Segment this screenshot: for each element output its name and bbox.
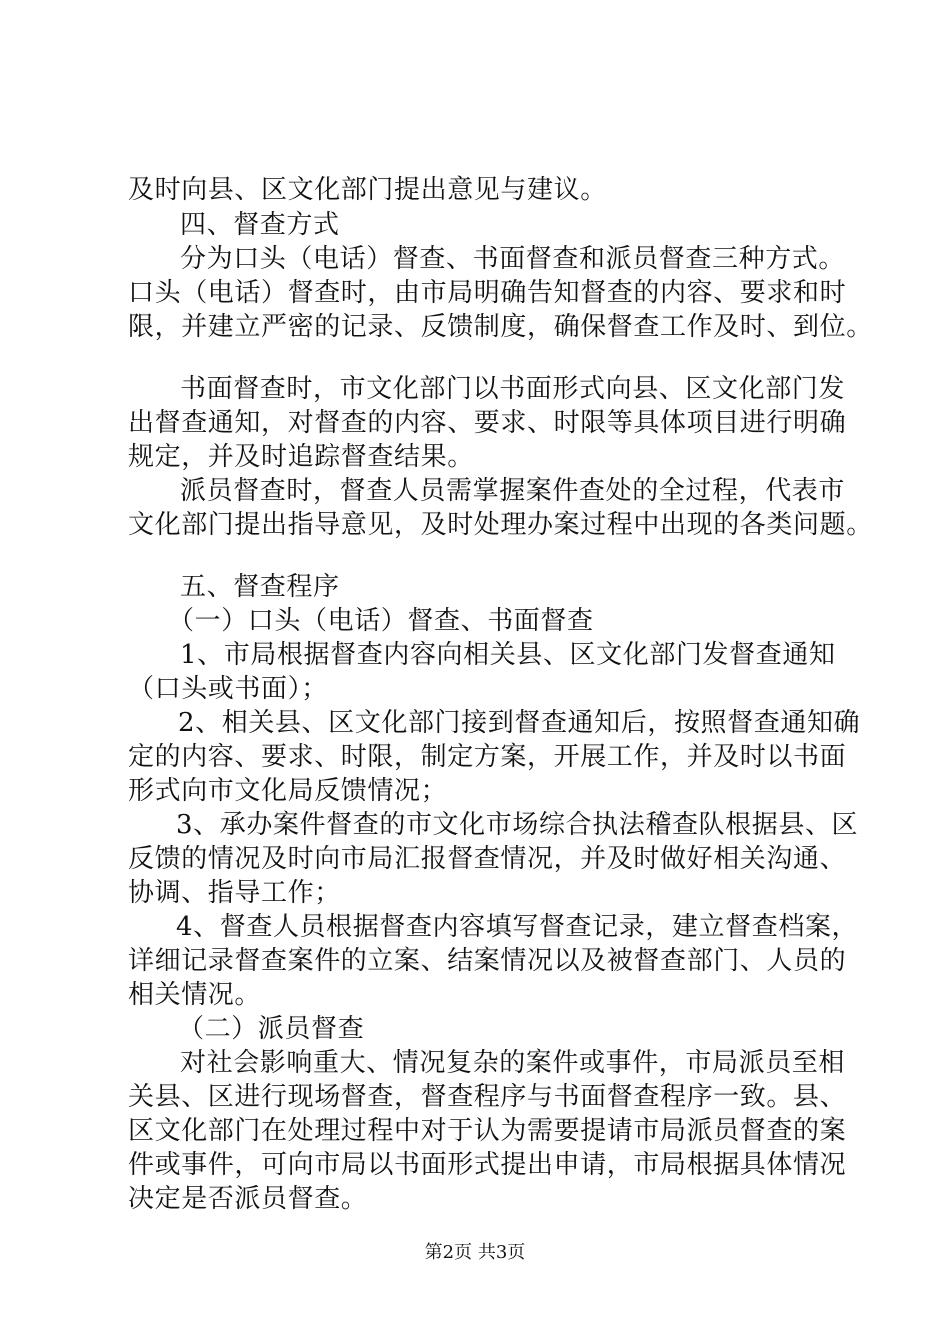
body-text-line: 口头（电话）督查时，由市局明确告知督查的内容、要求和时: [128, 278, 847, 308]
body-text-line: 3、承办案件督查的市文化市场综合执法稽查队根据县、区: [176, 810, 859, 840]
section-heading: 五、督查程序: [180, 572, 340, 602]
body-text-line: 2、相关县、区文化部门接到督查通知后，按照督查通知确: [178, 708, 861, 738]
body-text-line: 派员督查时，督查人员需掌握案件查处的全过程，代表市: [180, 476, 846, 506]
body-text-line: 关县、区进行现场督查，督查程序与书面督查程序一致。县、: [128, 1082, 847, 1112]
body-text-line: 相关情况。: [128, 980, 262, 1010]
body-text-line: 协调、指导工作；: [128, 878, 341, 908]
body-text-line: 规定，并及时追踪督查结果。: [128, 442, 474, 472]
body-text-line: 及时向县、区文化部门提出意见与建议。: [128, 175, 607, 205]
body-text-line: 详细记录督查案件的立案、结案情况以及被督查部门、人员的: [128, 946, 847, 976]
body-text-line: 限，并建立严密的记录、反馈制度，确保督查工作及时、到位。: [128, 312, 873, 342]
body-text-line: 决定是否派员督查。: [128, 1184, 368, 1214]
body-text-line: 形式向市文化局反馈情况；: [128, 776, 448, 806]
body-text-line: 4、督查人员根据督查内容填写督查记录，建立督查档案，: [176, 912, 859, 942]
subsection-heading: （二）派员督查: [178, 1014, 365, 1044]
body-text-line: 件或事件，可向市局以书面形式提出申请，市局根据具体情况: [128, 1150, 847, 1180]
body-text-line: 1、市局根据督查内容向相关县、区文化部门发督查通知: [180, 640, 836, 670]
subsection-heading: （一）口头（电话）督查、书面督查: [168, 606, 594, 636]
body-text-line: 对社会影响重大、情况复杂的案件或事件，市局派员至相: [180, 1048, 846, 1078]
section-heading: 四、督查方式: [180, 210, 340, 240]
body-text-line: 反馈的情况及时向市局汇报督查情况，并及时做好相关沟通、: [128, 844, 847, 874]
body-text-line: 文化部门提出指导意见，及时处理办案过程中出现的各类问题。: [128, 510, 873, 540]
body-text-line: 定的内容、要求、时限，制定方案，开展工作，并及时以书面: [128, 742, 847, 772]
body-text-line: 出督查通知，对督查的内容、要求、时限等具体项目进行明确: [128, 408, 847, 438]
body-text-line: （口头或书面）；: [128, 674, 328, 704]
body-text-line: 区文化部门在处理过程中对于认为需要提请市局派员督查的案: [128, 1116, 847, 1146]
page-footer: 第2页 共3页: [424, 1242, 526, 1263]
body-text-line: 书面督查时，市文化部门以书面形式向县、区文化部门发: [180, 374, 846, 404]
body-text-line: 分为口头（电话）督查、书面督查和派员督查三种方式。: [180, 244, 846, 274]
